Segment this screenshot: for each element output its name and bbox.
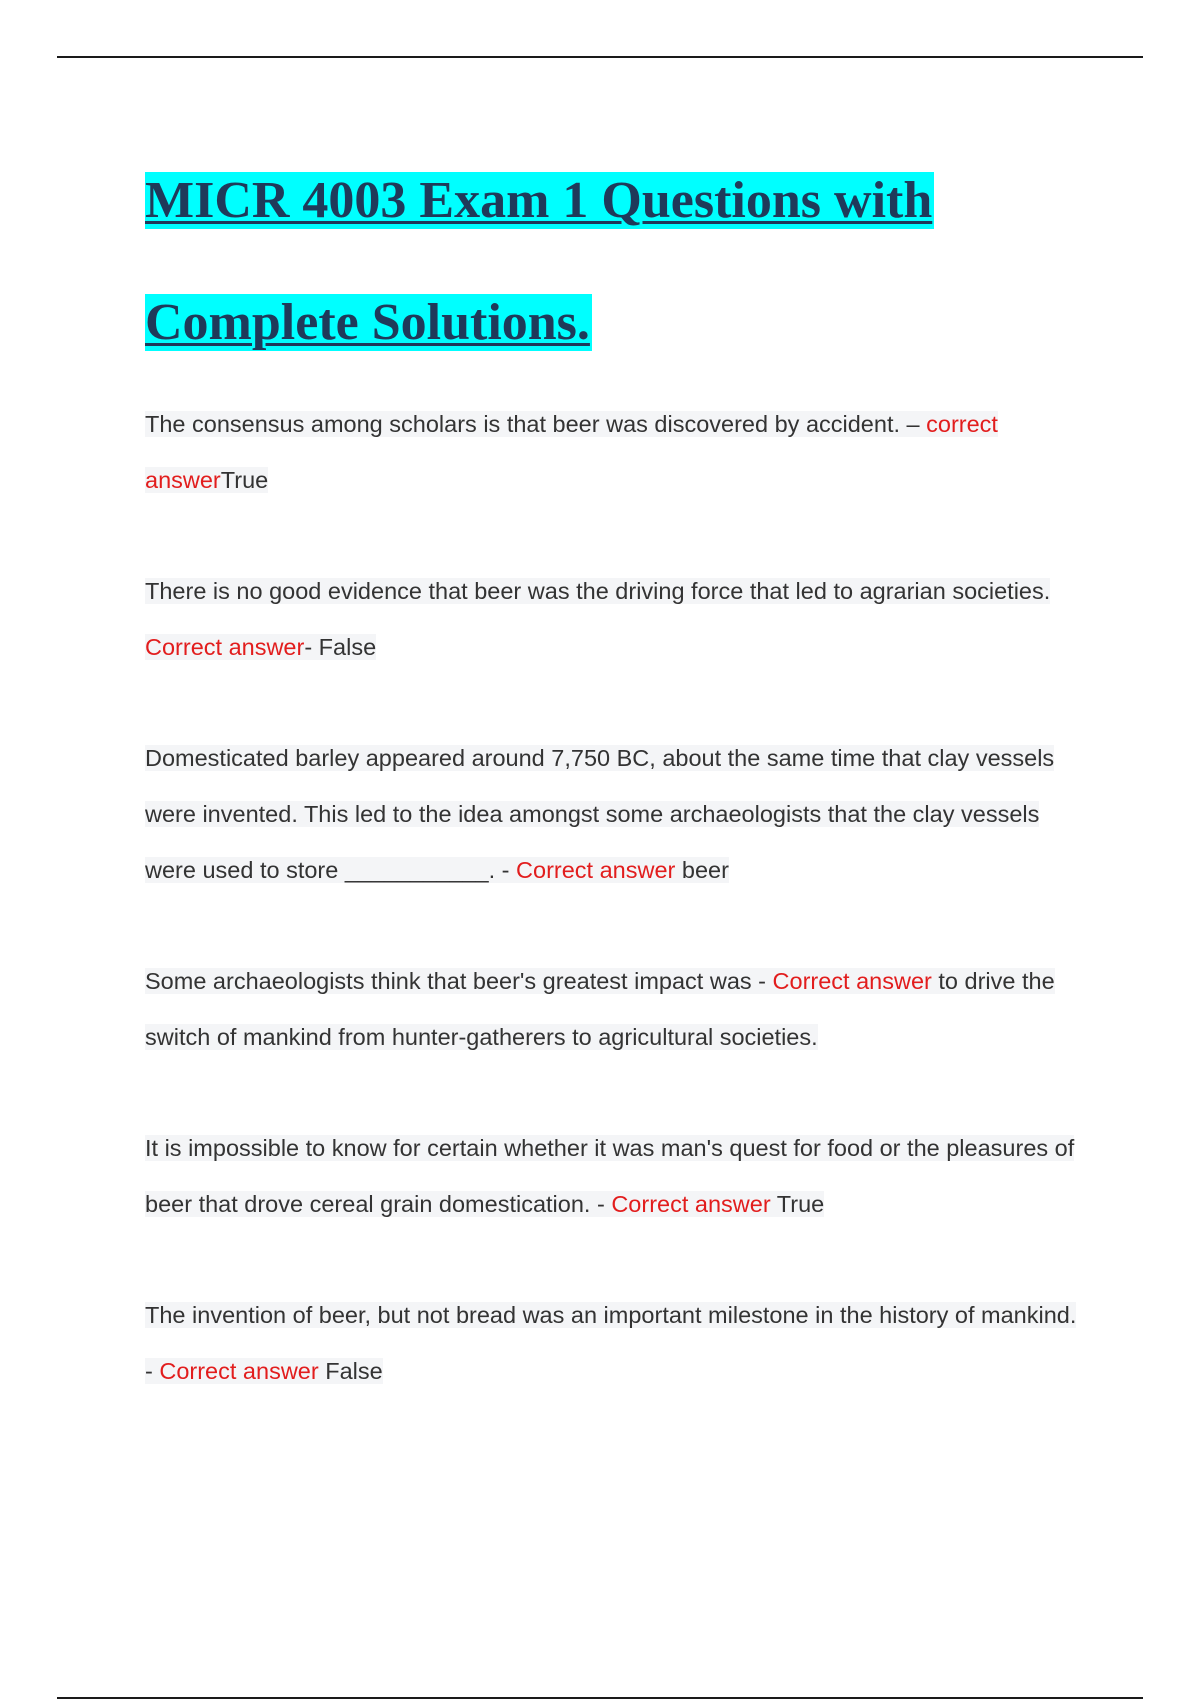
title-line-1: MICR 4003 Exam 1 Questions with <box>145 172 933 229</box>
answer-text: - False <box>304 634 377 660</box>
question-text: The invention of beer, but not bread was an important milestone in the history of mankind. - <box>145 1302 1077 1384</box>
qa-item <box>145 1120 1085 1232</box>
answer-label: correct answer <box>145 411 998 493</box>
qa-item <box>145 1287 1085 1399</box>
answer-label: Correct answer <box>159 1358 319 1384</box>
question-text: The consensus among scholars is that beer was discovered by accident. – <box>145 411 927 437</box>
qa-item <box>145 563 1085 675</box>
answer-label: Correct answer <box>611 1191 771 1217</box>
title-line-2: Complete Solutions. <box>145 294 590 351</box>
answer-text: True <box>220 467 269 493</box>
document-body <box>145 140 1085 1399</box>
top-rule <box>57 56 1143 58</box>
answer-label: Correct answer <box>145 634 305 660</box>
question-text: Domesticated barley appeared around 7,750 BC, about the same time that clay vessels were invented. This led to the idea amongst some archaeologists that the clay vessels were used to store ___________. - <box>145 745 1055 883</box>
answer-text: False <box>318 1358 383 1384</box>
qa-item <box>145 730 1085 898</box>
qa-item <box>145 396 1085 508</box>
qa-item <box>145 953 1085 1065</box>
question-text: Some archaeologists think that beer's greatest impact was - <box>145 968 773 994</box>
answer-text: beer <box>675 857 729 883</box>
question-text: There is no good evidence that beer was the driving force that led to agrarian societies. <box>145 578 1051 604</box>
answer-text: True <box>770 1191 825 1217</box>
bottom-rule <box>57 1697 1143 1699</box>
answer-label: Correct answer <box>516 857 676 883</box>
document-title <box>145 140 1085 384</box>
answer-text: to drive the switch of mankind from hunter-gatherers to agricultural societies. <box>145 968 1055 1050</box>
question-text: It is impossible to know for certain whether it was man's quest for food or the pleasures of beer that drove cereal grain domestication. - <box>145 1135 1075 1217</box>
answer-label: Correct answer <box>772 968 932 994</box>
